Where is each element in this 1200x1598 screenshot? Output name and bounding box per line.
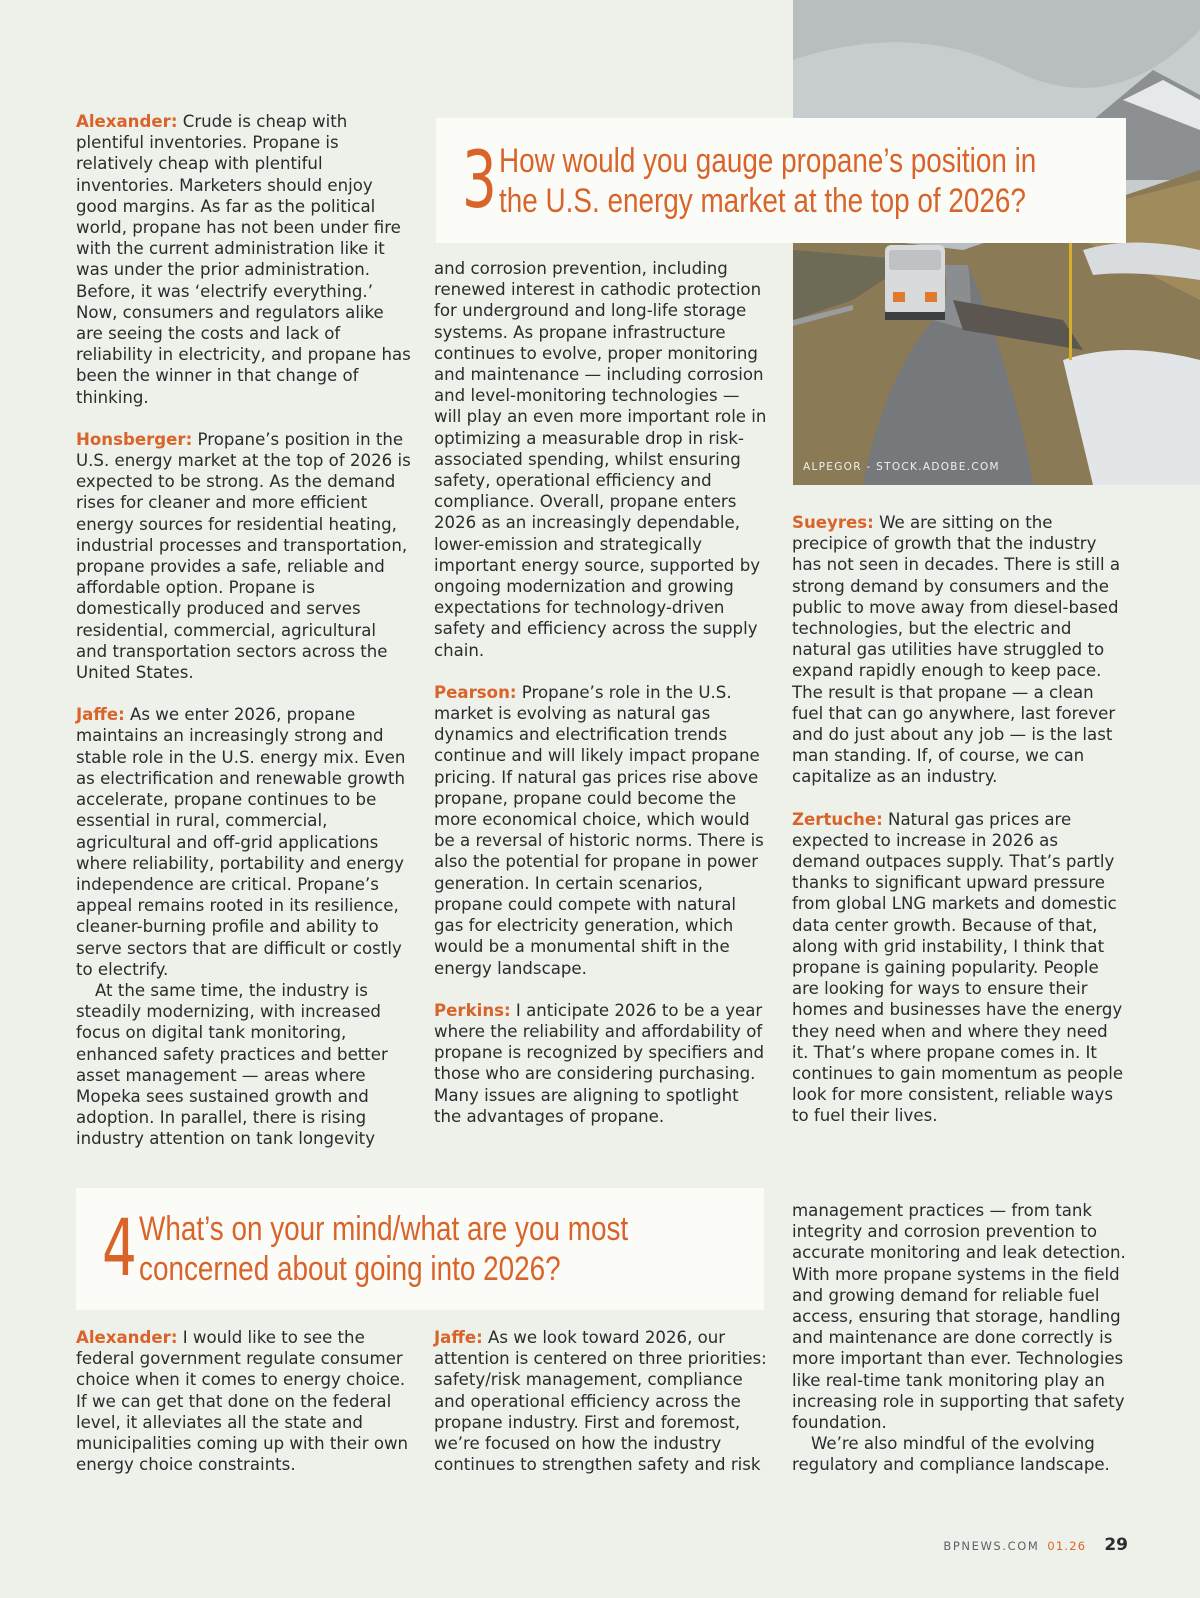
question-4-text xyxy=(139,1209,736,1289)
answer-alexander xyxy=(76,111,411,408)
speaker-name: Jaffe: xyxy=(76,705,125,725)
answer-text: As we look toward 2026, our attention is centered on three priorities: safety/risk management, compliance and operational efficiency across the propane industry. First and foremost, we’re focused on how the industry continues to strengthen safety and risk xyxy=(434,1328,767,1475)
page-number: 29 xyxy=(1104,1535,1128,1555)
answer-text: Crude is cheap with plentiful inventories. Propane is relatively cheap with plentiful inventories. Marketers should enjoy good margins. As far as the political world, propane has not been under fire with the current administration like it was under the prior administration. Before, it was ‘electrify everything.’ Now, consumers and regulators alike are seeing the costs and lack of reliability in electricity, and propane has been the winner in that change of thinking. xyxy=(76,112,411,407)
speaker-name: Jaffe: xyxy=(434,1328,483,1347)
q3-column-1 xyxy=(76,111,411,1150)
answer-jaffe-q4 xyxy=(434,1327,770,1475)
footer-issue: 01.26 xyxy=(1047,1539,1087,1553)
photo-credit: ALPEGOR - STOCK.ADOBE.COM xyxy=(803,461,1000,473)
question-3-text xyxy=(499,141,1154,221)
page-footer xyxy=(943,1535,1128,1555)
answer-text: We are sitting on the precipice of growth that the industry has not seen in decades. There is still a strong demand by consumers and the public to move away from diesel-based technologies, but the electric and natural gas utilities have struggled to expand rapidly enough to keep pace. The result is that propane — a clean fuel that can go anywhere, last forever and do just about any job — is the last man standing. If, of course, we can capitalize as an industry. xyxy=(792,513,1121,787)
speaker-name: Perkins: xyxy=(434,1000,511,1020)
speaker-name: Alexander: xyxy=(76,112,178,131)
q4-column-2 xyxy=(434,1327,770,1475)
answer-perkins xyxy=(434,1000,770,1127)
question-3-box xyxy=(436,118,1126,243)
question-3-line-1: How would you gauge propane’s position in xyxy=(498,141,1036,180)
answer-jaffe-continued: At the same time, the industry is steadily modernizing, with increased focus on digital tank monitoring, enhanced safety practices and better asset management — areas where Mopeka sees sustained growth and adoption. In parallel, there is rising industry attention on tank longevity xyxy=(76,980,388,1149)
speaker-name: Sueyres: xyxy=(792,513,874,532)
question-4-number: 4 xyxy=(102,1204,137,1294)
answer-text: I would like to see the federal government regulate consumer choice when it comes to energy choice. If we can get that done on the federal level, it alleviates all the state and municipalities coming up with their own energy choice constraints. xyxy=(76,1328,409,1475)
answer-text: Natural gas prices are expected to increase in 2026 as demand outpaces supply. That’s partly thanks to significant upward pressure from global LNG markets and domestic data center growth. Because of that, along with grid instability, I think that propane is gaining popularity. People are looking for ways to ensure their homes and businesses have the energy they need when and where they need it. That’s where propane comes in. It continues to gain momentum as people look for more consistent, reliable ways to fuel their lives. xyxy=(792,809,1124,1126)
speaker-name: Zertuche: xyxy=(792,809,883,829)
answer-jaffe-q4-continued: management practices — from tank integrity and corrosion prevention to accurate monitoring and leak detection. With more propane systems in the field and growing demand for reliable fuel access, ensuring that storage, handling and maintenance are done correctly is more important than ever. Technologies like real-time tank monitoring play an increasing role in supporting that safety foundation. xyxy=(792,1201,1126,1433)
answer-sueyres xyxy=(792,512,1128,788)
answer-jaffe-q4-continued-2: We’re also mindful of the evolving regulatory and compliance landscape. xyxy=(792,1434,1110,1475)
question-3-number: 3 xyxy=(462,135,497,226)
answer-alexander-q4 xyxy=(76,1327,411,1475)
q3-column-2 xyxy=(434,258,770,1127)
q4-column-3 xyxy=(792,1200,1128,1476)
question-3-line-2: the U.S. energy market at the top of 2026? xyxy=(498,181,1026,220)
answer-jaffe-continued-2: and corrosion prevention, including renewed interest in cathodic protection for underground and long-life storage systems. As propane infrastructure continues to evolve, proper monitoring and maintenance — including corrosion and level-monitoring technologies — will play an even more important role in optimizing a measurable drop in risk-associated spending, whilst ensuring safety, operational efficiency and compliance. Overall, propane enters 2026 as an increasingly dependable, lower-emission and strategically important energy source, supported by ongoing modernization and growing expectations for technology-driven safety and efficiency across the supply chain. xyxy=(434,259,767,660)
answer-honsberger xyxy=(76,429,411,683)
answer-jaffe xyxy=(76,704,411,980)
speaker-name: Alexander: xyxy=(76,1328,178,1347)
question-4-line-2: concerned about going into 2026? xyxy=(138,1250,561,1288)
answer-text: As we enter 2026, propane maintains an increasingly strong and stable role in the U.S. energy mix. Even as electrification and renewable growth accelerate, propane continues to be essential in rural, commercial, agricultural and off-grid applications where reliability, portability and energy independence are critical. Propane’s appeal remains rooted in its resilience, cleaner-burning profile and ability to serve sectors that are difficult or costly to electrify. xyxy=(76,705,406,979)
q4-column-1 xyxy=(76,1327,411,1475)
question-4-line-1: What’s on your mind/what are you most xyxy=(138,1210,628,1248)
answer-text: Propane’s position in the U.S. energy market at the top of 2026 is expected to be strong. As the demand rises for cleaner and more efficient energy sources for residential heating, industrial processes and transportation, propane provides a safe, reliable and affordable option. Propane is domestically produced and serves residential, commercial, agricultural and transportation sectors across the United States. xyxy=(76,429,411,683)
answer-text: Propane’s role in the U.S. market is evolving as natural gas dynamics and electrification trends continue and will likely impact propane pricing. If natural gas prices rise above propane, propane could become the more economical choice, which would be a reversal of historic norms. There is also the potential for propane in power generation. In certain scenarios, propane could compete with natural gas for electricity generation, which would be a monumental shift in the energy landscape. xyxy=(434,682,764,978)
speaker-name: Pearson: xyxy=(434,682,517,702)
footer-website: BPNEWS.COM xyxy=(943,1539,1040,1553)
answer-zertuche xyxy=(792,809,1128,1127)
q3-column-3 xyxy=(792,512,1128,1127)
answer-pearson xyxy=(434,682,770,979)
question-4-box xyxy=(76,1188,764,1310)
answer-text: I anticipate 2026 to be a year where the reliability and affordability of propane is recognized by specifiers and those who are considering purchasing. Many issues are aligning to spotlight the advantages of propane. xyxy=(434,1000,765,1126)
speaker-name: Honsberger: xyxy=(76,429,193,449)
